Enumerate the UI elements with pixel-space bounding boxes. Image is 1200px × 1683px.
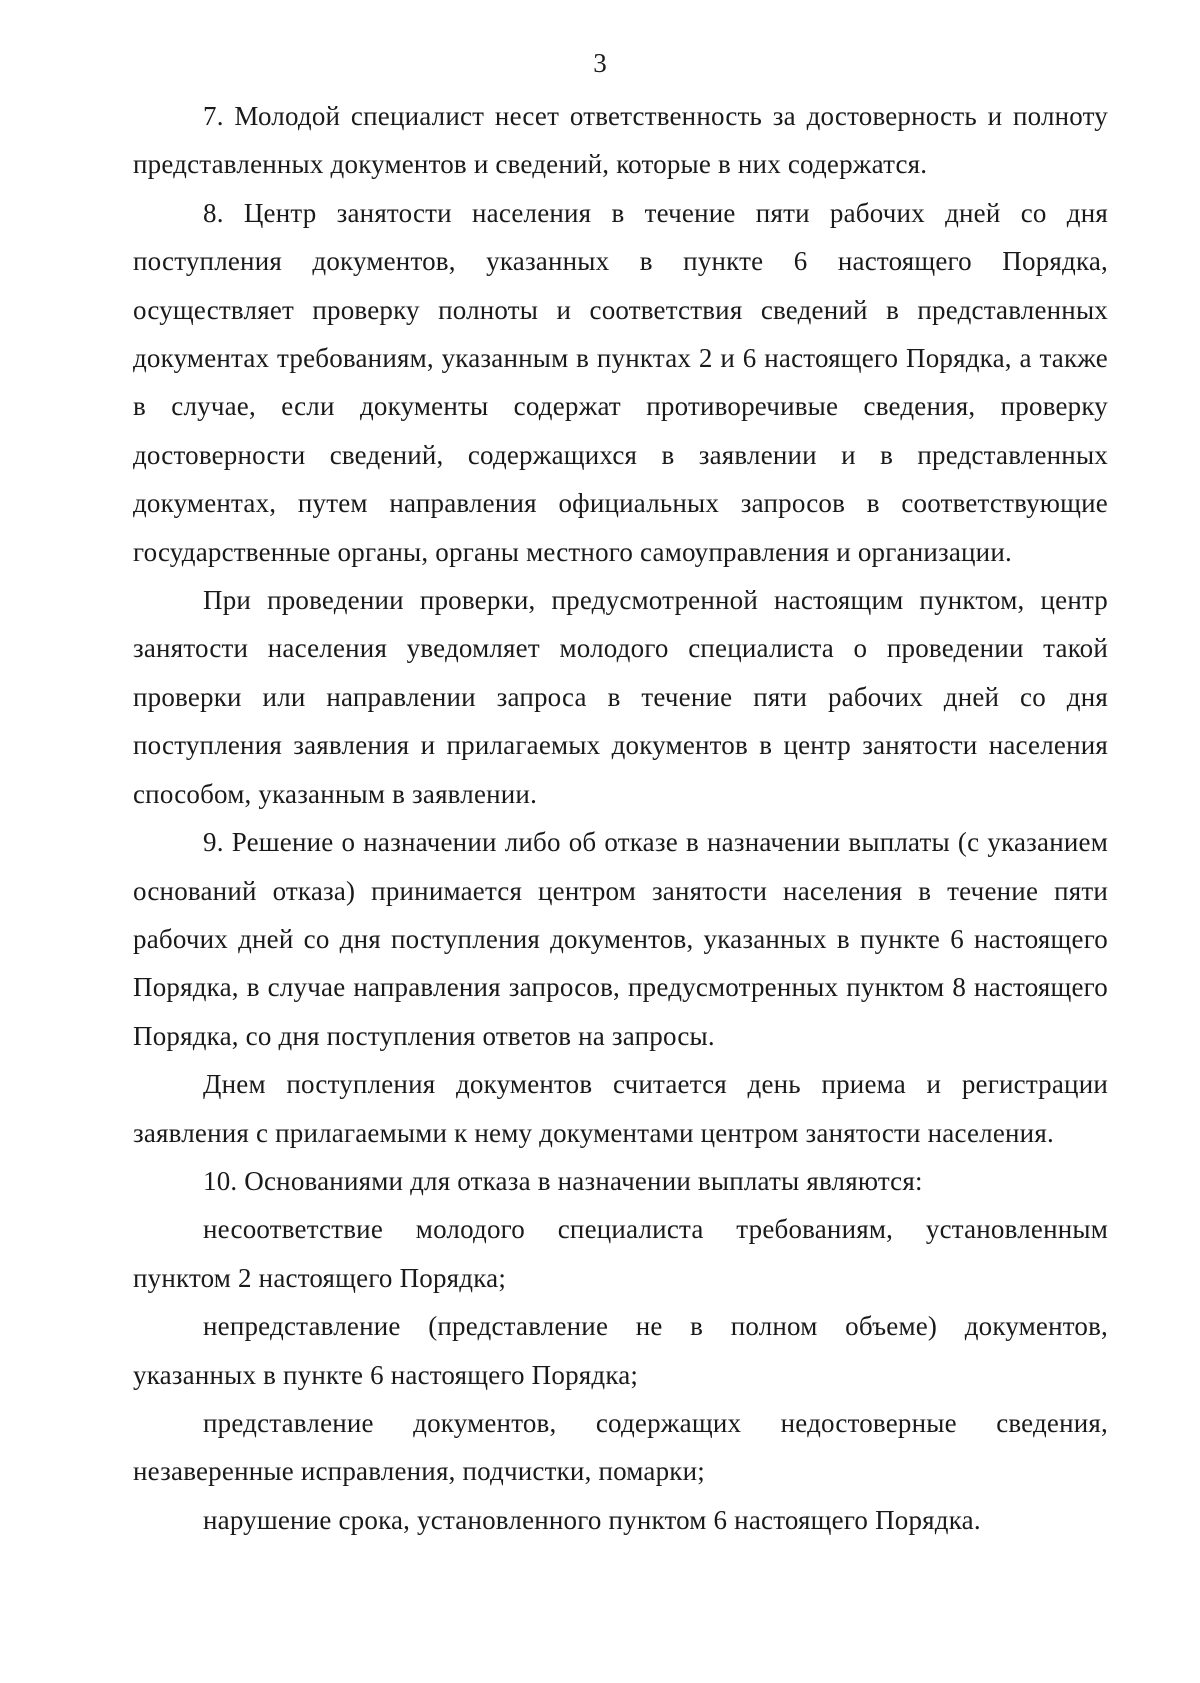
- paragraph-item-8-verification-notice: При проведении проверки, предусмотренной настоящим пунктом, центр занятости населения уведомляет молодого специалиста о проведении такой проверки или направлении запроса в течение пяти рабочих дней со дня поступления заявления и прилагаемых документов в центр занятости населения способом, указанным в заявлении.: [133, 585, 1108, 809]
- page-number: 3: [593, 48, 607, 78]
- paragraph-item-10: 10. Основаниями для отказа в назначении выплаты являются:: [203, 1165, 923, 1196]
- paragraph-item-9: 9. Решение о назначении либо об отказе в назначении выплаты (с указанием оснований отказа) принимается центром занятости населения в течение пяти рабочих дней со дня поступления документов, указанных в пункте 6 настоящего Порядка, в случае направления запросов, предусмотренных пунктом 8 настоящего Порядка, со дня поступления ответов на запросы.: [133, 827, 1108, 1051]
- refusal-ground-nonconformity: несоответствие молодого специалиста требованиям, установленным пунктом 2 настоящего Порядка;: [133, 1214, 1108, 1293]
- refusal-ground-incomplete-documents: непредставление (представление не в полном объеме) документов, указанных в пункте 6 настоящего Порядка;: [133, 1311, 1108, 1390]
- document-body: [133, 92, 1108, 1544]
- paragraph-item-9-receipt-day: Днем поступления документов считается день приема и регистрации заявления с прилагаемыми к нему документами центром занятости населения.: [133, 1069, 1108, 1148]
- refusal-ground-deadline-violation: нарушение срока, установленного пунктом 6 настоящего Порядка.: [203, 1504, 981, 1535]
- refusal-ground-false-information: представление документов, содержащих недостоверные сведения, незаверенные исправления, подчистки, помарки;: [133, 1407, 1108, 1487]
- paragraph-item-8: 8. Центр занятости населения в течение пяти рабочих дней со дня поступления документов, указанных в пункте 6 настоящего Порядка, осуществляет проверку полноты и соответствия сведений в представленных документах требованиям, указанным в пунктах 2 и 6 настоящего Порядка, а также в случае, если документы содержат противоречивые сведения, проверку достоверности сведений, содержащихся в заявлении и в представленных документах, путем направления официальных запросов в соответствующие государственные органы, органы местного самоуправления и организации.: [133, 197, 1108, 567]
- paragraph-item-7: 7. Молодой специалист несет ответственность за достоверность и полноту представленных документов и сведений, которые в них содержатся.: [133, 101, 1108, 180]
